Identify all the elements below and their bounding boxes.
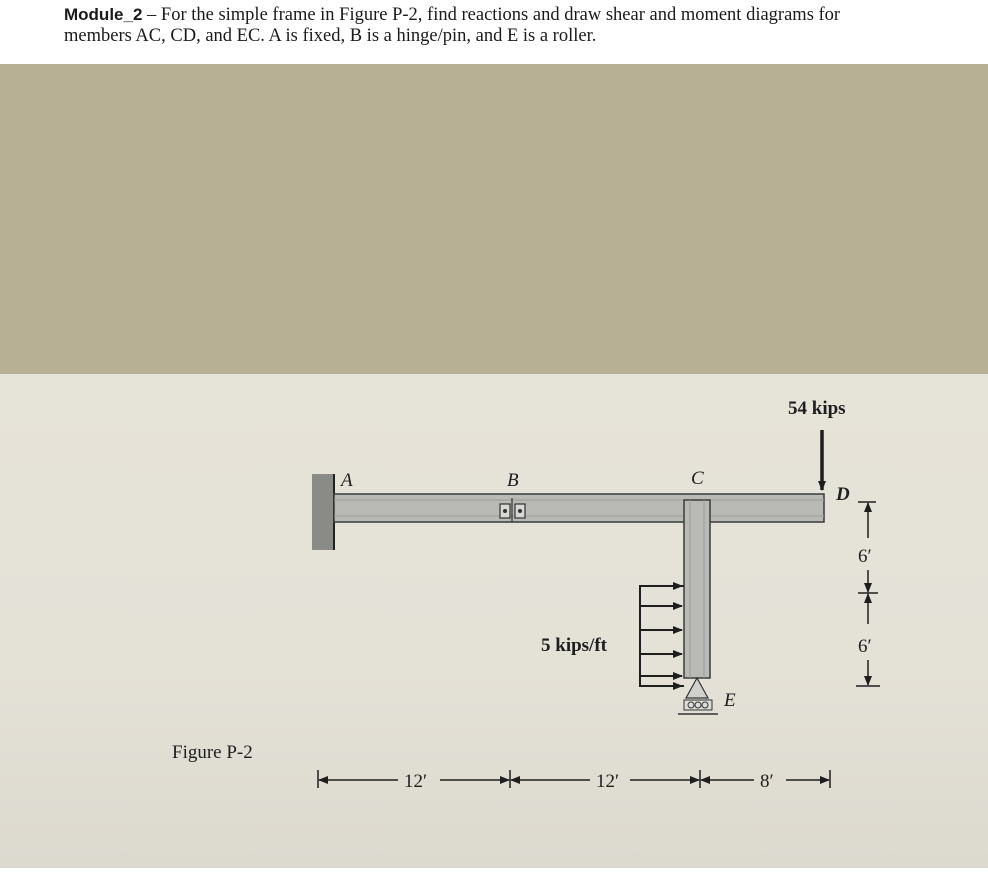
column-ce <box>684 500 710 678</box>
problem-line-1 <box>64 4 964 26</box>
figure-photo <box>0 374 988 868</box>
redacted-band <box>0 64 988 374</box>
roller-e <box>678 678 718 714</box>
frame-figure <box>0 374 988 868</box>
dim-bc-label: 12′ <box>596 771 620 792</box>
point-load-label: 54 kips <box>788 398 846 419</box>
beam-ad <box>334 494 824 522</box>
distributed-load-label: 5 kips/ft <box>541 635 607 656</box>
dim-lower-label: 6′ <box>858 636 872 657</box>
dim-upper-label: 6′ <box>858 546 872 567</box>
distributed-load <box>640 586 684 686</box>
horizontal-dimension <box>318 770 830 788</box>
fixed-wall <box>312 474 334 550</box>
module-label: Module_2 <box>64 5 143 24</box>
dim-ab-label: 12′ <box>404 771 428 792</box>
dim-cd-label: 8′ <box>760 771 774 792</box>
problem-statement <box>64 4 964 47</box>
label-d: D <box>836 484 850 505</box>
problem-line-2: members AC, CD, and EC. A is fixed, B is a hinge/pin, and E is a roller. <box>64 26 597 46</box>
label-e: E <box>724 690 736 711</box>
label-c: C <box>691 468 704 489</box>
label-b: B <box>507 470 519 491</box>
problem-text-1: – For the simple frame in Figure P-2, find reactions and draw shear and moment diagrams for <box>142 5 841 25</box>
figure-caption: Figure P-2 <box>172 742 253 763</box>
vertical-dimension <box>856 502 880 686</box>
label-a: A <box>341 470 353 491</box>
